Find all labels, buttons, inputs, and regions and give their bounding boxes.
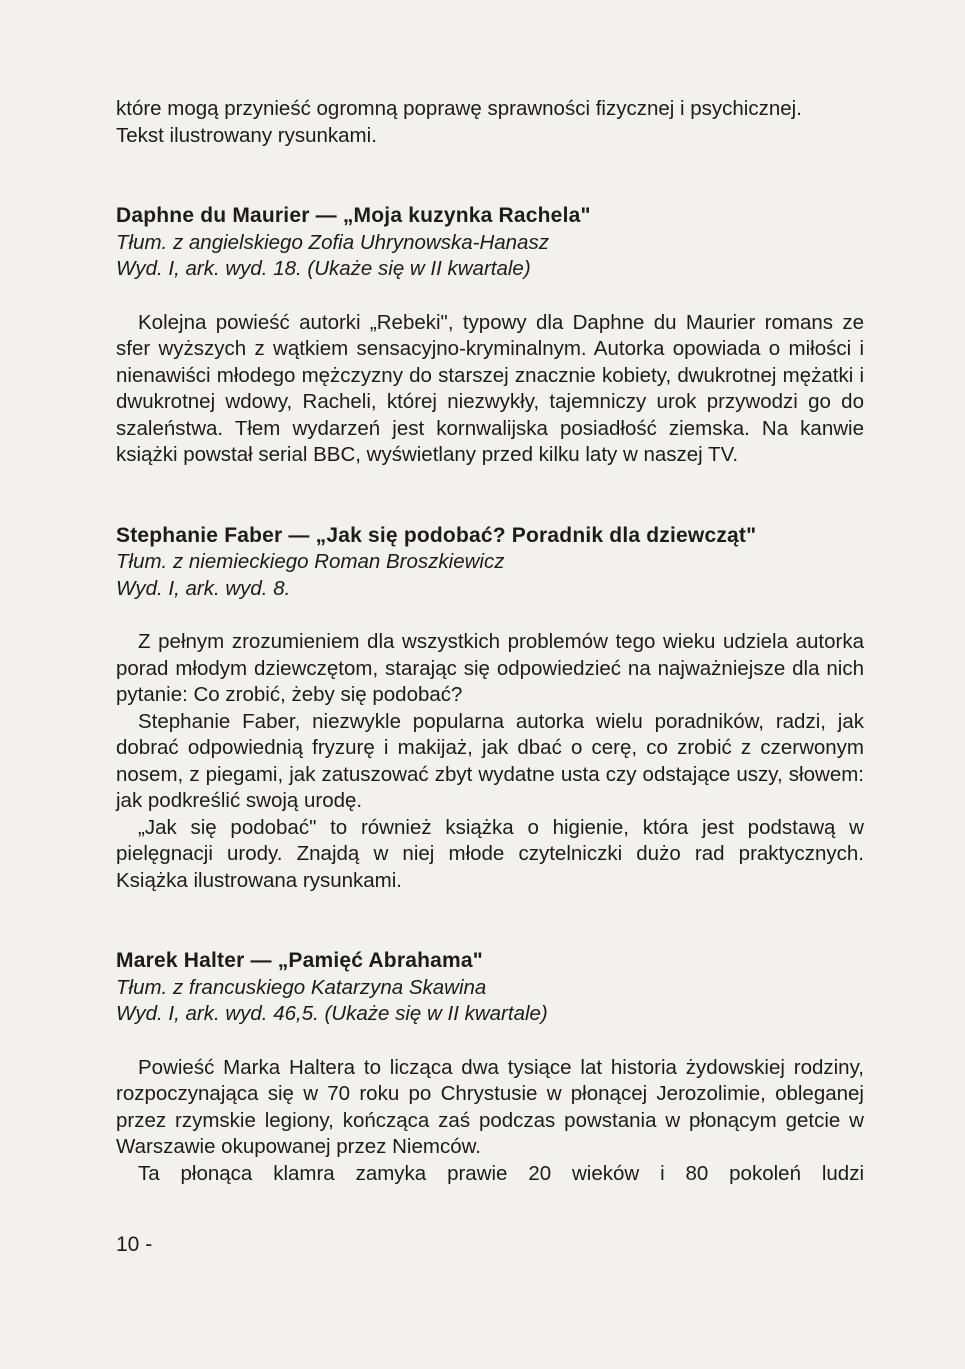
- book-description: Powieść Marka Haltera to licząca dwa tysiące lat historia żydowskiej rodziny, rozpoczynająca się w 70 roku po Chrystusie w płonącej Jerozolimie, obleganej przez rzymskie legiony, kończąca zaś podczas powstania w płonącym getcie w Warszawie okupowanej przez Niemców.: [116, 1055, 864, 1158]
- intro-line: które mogą przynieść ogromną poprawę sprawności fizycznej i psychicznej.: [116, 97, 802, 120]
- book-translator: Tłum. z niemieckiego Roman Broszkiewicz: [116, 550, 505, 573]
- book-heading: Daphne du Maurier — „Moja kuzynka Rachela": [116, 204, 591, 227]
- book-edition: Wyd. I, ark. wyd. 46,5. (Ukaże się w II kwartale): [116, 1002, 548, 1025]
- book-description: Stephanie Faber, niezwykle popularna autorka wielu poradników, radzi, jak dobrać odpowiednią fryzurę i makijaż, jak dbać o cerę, co zrobić z czerwonym nosem, z piegami, jak zatuszować zbyt wydatne usta czy odstające uszy, słowem: jak podkreślić swoją urodę.: [116, 709, 864, 812]
- intro-line: Tekst ilustrowany rysunkami.: [116, 123, 377, 147]
- book-description: Z pełnym zrozumieniem dla wszystkich problemów tego wieku udziela autorka porad młodym dziewczętom, starając się odpowiedzieć na najważniejsze dla nich pytanie: Co zrobić, żeby się podobać?: [116, 630, 864, 706]
- page-number: 10 -: [116, 1233, 153, 1256]
- intro-text: [116, 96, 864, 149]
- book-edition: Wyd. I, ark. wyd. 18. (Ukaże się w II kwartale): [116, 257, 531, 280]
- book-translator: Tłum. z francuskiego Katarzyna Skawina: [116, 975, 487, 999]
- book-entry: [116, 523, 864, 895]
- book-description: „Jak się podobać" to również książka o higienie, która jest podstawą w pielęgnacji urody. Znajdą w niej młode czytelniczki dużo rad praktycznych. Książka ilustrowana rysunkami.: [116, 815, 864, 892]
- book-edition: Wyd. I, ark. wyd. 8.: [116, 576, 291, 600]
- book-entry: [116, 203, 864, 469]
- book-translator: Tłum. z angielskiego Zofia Uhrynowska-Hanasz: [116, 230, 549, 254]
- book-entry: [116, 948, 864, 1187]
- book-description: Ta płonąca klamra zamyka prawie 20 wieków i 80 pokoleń ludzi: [138, 1161, 864, 1185]
- book-heading: Stephanie Faber — „Jak się podobać? Poradnik dla dziewcząt": [116, 523, 757, 547]
- book-heading: Marek Halter — „Pamięć Abrahama": [116, 949, 483, 972]
- book-description: Kolejna powieść autorki „Rebeki", typowy dla Daphne du Maurier romans ze sfer wyższych z wątkiem sensacyjno-kryminalnym. Autorka opowiada o miłości i nienawiści młodego mężczyzny do starszej znacznie kobiety, dwukrotnej mężatki i dwukrotnej wdowy, Racheli, której niezwykły, tajemniczy urok przywodzi go do szaleństwa. Tłem wydarzeń jest kornwalijska posiadłość ziemska. Na kanwie książki powstał serial BBC, wyświetlany przed kilku laty w naszej TV.: [116, 310, 864, 466]
- page-body: [116, 96, 864, 1187]
